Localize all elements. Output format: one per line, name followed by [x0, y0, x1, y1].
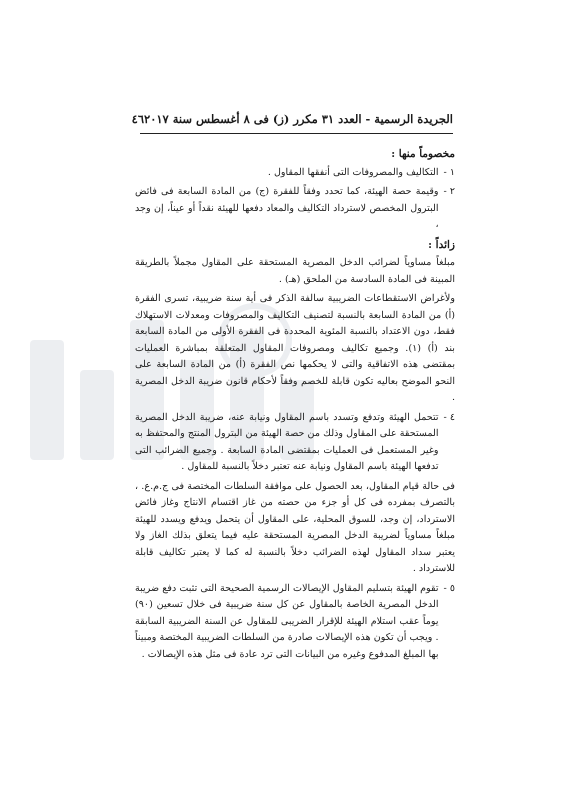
- page-header: [131, 112, 453, 126]
- header-divider: [140, 133, 453, 134]
- item-number: ٢ -: [443, 186, 455, 197]
- plus-heading: زائداً :: [428, 238, 455, 251]
- tax-deductions-paragraph: ولأغراض الاستقطاعات الضريبية سالفة الذكر فى أية سنة ضريبية، تسرى الفقرة (أ) من المادة السابعة بالنسبة لتصنيف التكاليف والمصروفات ومعدلات الاستهلاك فقط، دون الاعتداد بالنسبة المئوية المحددة فى الفقرة الأولى من المادة السابعة بند (أ) (١). وجميع تكاليف ومصروفات المقاول المتعلقة بمباشرة العمليات بمقتضى هذه الاتفاقية والتى لا يحكمها نص الفقرة (أ) من المادة السابعة على النحو الموضح بعاليه تكون قابلة للخصم وفقاً لأحكام قانون ضريبة الدخل المصرية .: [135, 293, 455, 403]
- local-market-paragraph: فى حالة قيام المقاول، بعد الحصول على موافقة السلطات المختصة فى ج.م.ع. ، بالتصرف بمفرده فى كل أو جزء من حصته من غاز اقتسام الانتاج وغاز فائض الاسترداد، إن وجد، للسوق المحلية، على المقاول أن يتحمل ويدفع ويسدد للهيئة مبلغاً مساوياً لضريبة الدخل المصرية المستحقة عليه فيما يتعلق بذلك الغاز ولا يعتبر سداد المقاول لهذه الضرائب دخلاً بالنسبة له كما لا يعتبر تكاليف قابلة للاسترداد .: [135, 480, 455, 574]
- item-number: ١ -: [443, 166, 455, 178]
- page-number: ٤٦: [131, 112, 145, 126]
- item-text: تتحمل الهيئة وتدفع وتسدد باسم المقاول ونيابة عنه، ضريبة الدخل المصرية المستحقة على المقاول وذلك من حصة الهيئة من البترول المنتج والمحتفظ به وغير المستعمل فى العمليات بمقتضى المادة السابعة . وجميع الضرائب التى تدفعها الهيئة باسم المقاول ونيابة عنه تعتبر دخلاً بالنسبة للمقاول .: [135, 411, 439, 472]
- item-number: ٤ -: [443, 411, 455, 423]
- item-text: تقوم الهيئة بتسليم المقاول الإيصالات الرسمية الصحيحة التى تثبت دفع ضريبة الدخل المصرية الخاصة بالمقاول عن كل سنة ضريبية فى خلال تسعين (٩٠) يوماً عقب استلام الهيئة للإقرار الضريبى للمقاول عن السنة الضريبية السابقة . ويجب أن تكون هذه الإيصالات صادرة من السلطات الضريبية المختصة ومبيناً بها المبلغ المدفوع وغيره من البيانات التى ترد عادة فى مثل هذه الإيصالات .: [135, 582, 439, 660]
- item-text: التكاليف والمصروفات التى أنفقها المقاول .: [267, 166, 439, 178]
- plus-paragraph: مبلغاً مساوياً لضرائب الدخل المصرية المستحقة على المقاول مجملاً بالطريقة المبينة فى المادة السادسة من الملحق (هـ) .: [135, 257, 455, 285]
- gazette-title: الجريدة الرسمية - العدد ٣١ مكرر (ز) فى ٨ أغسطس سنة ٢٠١٧: [144, 112, 453, 126]
- deductions-heading: مخصوماً منها :: [391, 148, 455, 160]
- list-item: [135, 410, 455, 476]
- document-body: [135, 146, 455, 666]
- item-number: ٥ -: [443, 582, 455, 594]
- list-item: [135, 184, 455, 234]
- item-text: وقيمة حصة الهيئة، كما تحدد وفقاً للفقرة (ج) من المادة السابعة فى فائض البترول المخصص لاسترداد التكاليف والمعاد دفعها للهيئة نقداً أو عيناً، إن وجد ،: [135, 186, 439, 230]
- list-item: [135, 581, 455, 664]
- list-item: [135, 165, 455, 182]
